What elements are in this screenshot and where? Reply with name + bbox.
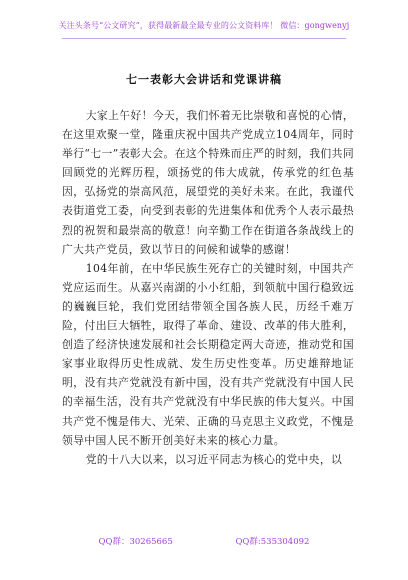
footer <box>0 535 408 547</box>
footer-qq-group-1: QQ群：30265665 <box>98 537 173 547</box>
document-title: 七一表彰大会讲话和党课讲稿 <box>126 73 282 86</box>
header-divider <box>62 38 346 39</box>
footer-qq-group-2: QQ群:535304092 <box>235 537 310 547</box>
body-paragraph: 大家上午好！今天，我们怀着无比崇敬和喜悦的心情，在这里欢聚一堂，隆重庆祝中国共产党成立104周年，同时举行“七一”表彰大会。在这个特殊而庄严的时刻，我们共同回顾党的光辉历程，颂扬党的伟大成就，传承党的红色基因，弘扬党的崇高风范，展望党的美好未来。在此，我谨代表街道党工委，向受到表彰的先进集体和优秀个人表示最热烈的祝贺和最崇高的敬意！向辛勤工作在街道各条战线上的广大共产党员，致以节日的问候和诚挚的感谢！ <box>62 109 354 256</box>
body-paragraph: 104年前，在中华民族生死存亡的关键时刻，中国共产党应运而生。从嘉兴南湖的小小红船，到领航中国行稳致远的巍巍巨轮，我们党团结带领全国各族人民，历经千难万险，付出巨大牺牲，取得了革命、建设、改革的伟大胜利，创造了经济快速发展和社会长期稳定两大奇迹，推动党和国家事业取得历史性成就、发生历史性变革。历史雄辩地证明，没有共产党就没有新中国，没有共产党就没有中国人民的幸福生活，没有共产党就没有中华民族的伟大复兴。中国共产党不愧是伟大、光荣、正确的马克思主义政党，不愧是领导中国人民不断开创美好未来的核心力量。 <box>62 261 354 447</box>
header-banner: 关注头条号“公文研究”，获得最新最全最专业的公文资料库！ 微信：gongwenyj <box>58 21 350 30</box>
body-paragraph: 党的十八大以来，以习近平同志为核心的党中央，以 <box>85 452 343 466</box>
document-body <box>62 106 354 469</box>
